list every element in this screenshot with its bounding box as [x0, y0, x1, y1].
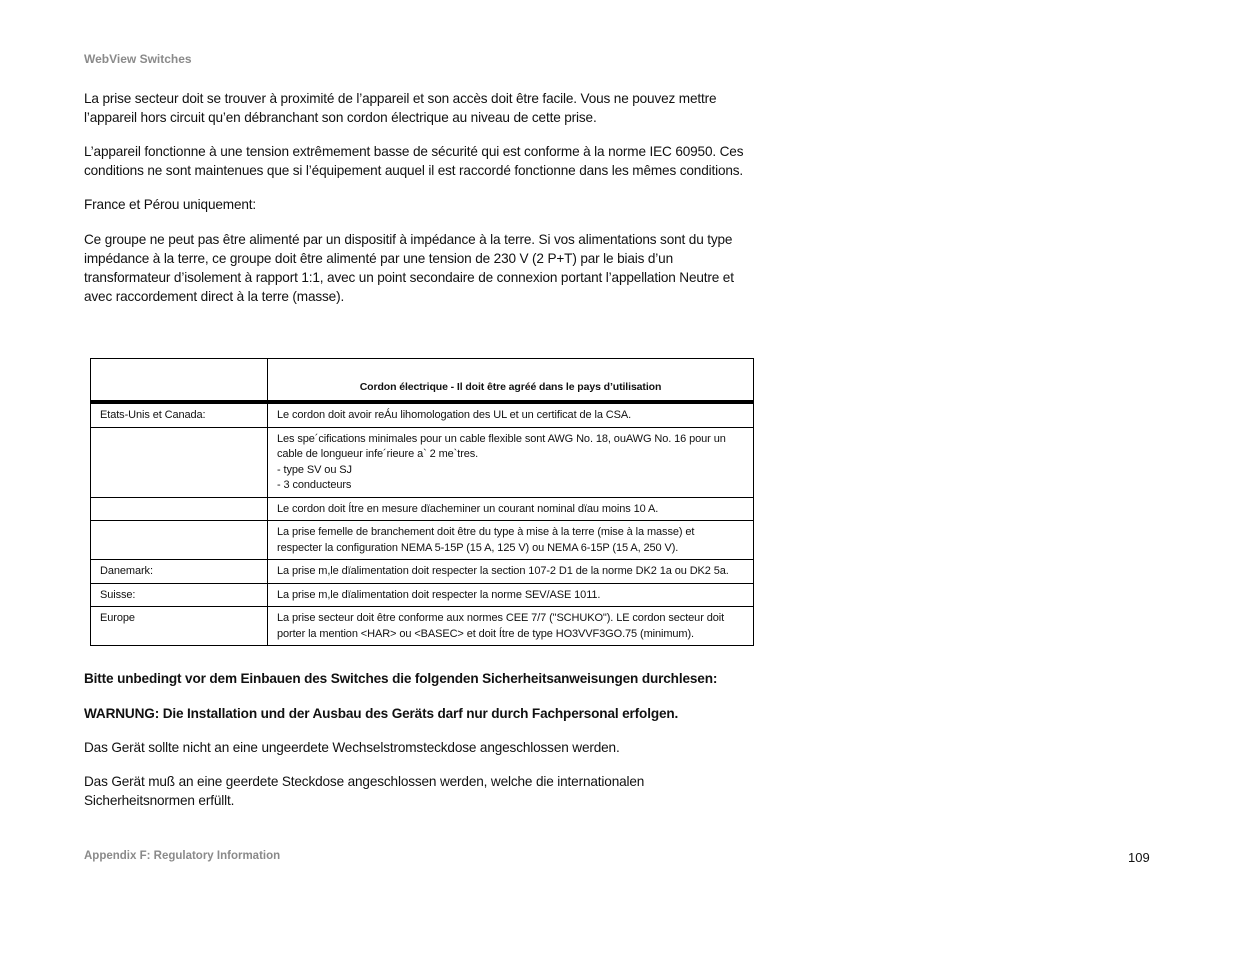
text-line: Das Gerät sollte nicht an eine ungeerdete Wechselstromsteckdose angeschlossen werden.	[84, 740, 620, 755]
text-line: Bitte unbedingt vor dem Einbauen des Switches die folgenden Sicherheitsanweisungen durchlesen:	[84, 671, 718, 686]
text-line: La prise secteur doit se trouver à proximité de l’appareil et son accès doit être facile. Vous ne pouvez mettre	[84, 91, 717, 106]
table-cell-requirement	[268, 402, 754, 427]
paragraph-power-socket	[84, 89, 764, 127]
cell-line: Le cordon doit avoir reÁu lihomologation des UL et un certificat de la CSA.	[277, 409, 632, 421]
table-cell-country: Suisse:	[91, 583, 268, 607]
power-cord-table	[90, 358, 754, 646]
table-cell-requirement	[268, 560, 754, 584]
table-cell-country	[91, 497, 268, 521]
cell-line: cable de longueur infe´rieure a` 2 me`tres.	[277, 448, 479, 460]
text-line: WARNUNG: Die Installation und der Ausbau des Geräts darf nur durch Fachpersonal erfolgen.	[84, 706, 679, 721]
text-line: L’appareil fonctionne à une tension extrêmement basse de sécurité qui est conforme à la norme IEC 60950. Ces	[84, 144, 744, 159]
paragraph-warning	[84, 704, 764, 723]
table-cell-requirement	[268, 427, 754, 497]
cell-line: respecter la configuration NEMA 5-15P (15 A, 125 V) ou NEMA 6-15P (15 A, 250 V).	[277, 541, 679, 554]
paragraph-grounded	[84, 772, 764, 810]
cell-line: La prise secteur doit être conforme aux normes CEE 7/7 ("SCHUKO"). LE cordon secteur doit	[277, 612, 725, 624]
table-header-country	[91, 359, 268, 403]
cell-line: - 3 conducteurs	[277, 479, 352, 491]
footer-section-title: Appendix F: Regulatory Information	[84, 850, 281, 862]
text-line: France et Pérou uniquement:	[84, 197, 257, 212]
cell-line: La prise m,le dïalimentation doit respecter la norme SEV/ASE 1011.	[277, 588, 601, 601]
cell-line: Le cordon doit Ítre en mesure dïacheminer un courant nominal dïau moins 10 A.	[277, 502, 659, 515]
paragraph-low-voltage	[84, 142, 764, 180]
cell-line: La prise m,le dïalimentation doit respecter la section 107-2 D1 de la norme DK2 1a ou DK2 5a.	[277, 565, 729, 577]
table-row	[91, 521, 754, 560]
cell-line: La prise femelle de branchement doit être du type à mise à la terre (mise à la masse) et	[277, 526, 695, 538]
text-line: avec raccordement direct à la terre (masse).	[84, 289, 345, 304]
table-cell-country: Danemark:	[91, 560, 268, 584]
table-cell-requirement	[268, 583, 754, 607]
table-row	[91, 402, 754, 427]
table-row	[91, 583, 754, 607]
table-cell-country	[91, 521, 268, 560]
text-line: Das Gerät muß an eine geerdete Steckdose angeschlossen werden, welche die internationalen	[84, 774, 645, 789]
paragraph-ungrounded	[84, 738, 764, 757]
text-line: impédance à la terre, ce groupe doit être alimenté par une tension de 230 V (2 P+T) par le biais d’un	[84, 251, 674, 266]
table-header-row	[91, 359, 754, 403]
table-row	[91, 560, 754, 584]
table-row	[91, 427, 754, 497]
text-line: l’appareil hors circuit qu’en débranchant son cordon électrique au niveau de cette prise.	[84, 110, 597, 125]
paragraph-france-peru	[84, 195, 764, 214]
table-cell-country	[91, 427, 268, 497]
text-line: Sicherheitsnormen erfüllt.	[84, 793, 235, 808]
table-row	[91, 497, 754, 521]
table-cell-requirement	[268, 497, 754, 521]
cell-line: - type SV ou SJ	[277, 463, 352, 476]
table-header-cord: Cordon électrique - Il doit être agréé dans le pays d’utilisation	[268, 359, 754, 403]
paragraph-read-instructions	[84, 669, 764, 688]
text-line: Ce groupe ne peut pas être alimenté par un dispositif à impédance à la terre. Si vos alimentations sont du type	[84, 232, 733, 247]
running-header: WebView Switches	[84, 52, 192, 66]
text-line: conditions ne sont maintenues que si l’équipement auquel il est raccordé fonctionne dans les mêmes conditions.	[84, 163, 744, 178]
cell-line: porter la mention <HAR> ou <BASEC> et doit Ítre de type HO3VVF3GO.75 (minimum).	[277, 627, 695, 640]
paragraph-impedance	[84, 230, 764, 306]
text-line: transformateur d’isolement à rapport 1:1, avec un point secondaire de connexion portant l’appellation Neutre et	[84, 270, 734, 285]
table-cell-country: Europe	[91, 607, 268, 646]
page-number: 109	[1128, 850, 1150, 865]
table-cell-requirement	[268, 521, 754, 560]
cell-line: Les spe´cifications minimales pour un cable flexible sont AWG No. 18, ouAWG No. 16 pour un	[277, 432, 726, 445]
table-cell-country: Etats-Unis et Canada:	[91, 402, 268, 427]
table-row	[91, 607, 754, 646]
table-cell-requirement	[268, 607, 754, 646]
